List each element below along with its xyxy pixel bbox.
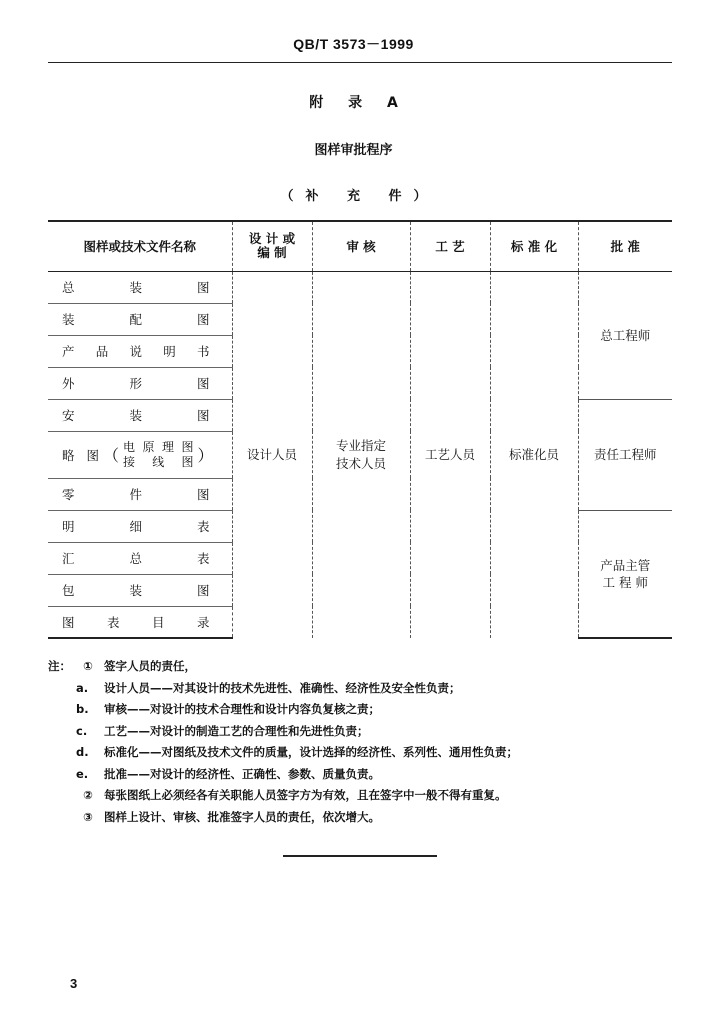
- note-item: [48, 764, 688, 786]
- note-1-mark: ①: [83, 659, 93, 673]
- designer-cell: 设计人员: [232, 271, 312, 638]
- schematic-line2: 接线图: [123, 454, 194, 469]
- header-design-line2: 编 制: [257, 245, 287, 261]
- note-item: [48, 742, 688, 764]
- notes-section: [48, 656, 688, 828]
- process-person-cell: 工艺人员: [410, 271, 490, 638]
- note-2-text: 每张图纸上必须经各有关职能人员签字方为有效，且在签字中一般不得有重复。: [104, 788, 507, 802]
- standard-number: QB/T 3573－1999: [293, 36, 414, 52]
- doc-name-cell: 装配图: [48, 303, 232, 335]
- approval-table: [48, 220, 672, 639]
- note-item-letter: d.: [76, 745, 89, 759]
- appendix-type: （补 充 件）: [280, 189, 439, 204]
- header-doc-name: 图样或技术文件名称: [48, 221, 232, 271]
- approver-product-engineer: [578, 510, 672, 638]
- header-review: 审 核: [312, 221, 410, 271]
- close-paren: ）: [197, 446, 214, 465]
- table-row: [48, 271, 672, 303]
- header-approve: 批 准: [578, 221, 672, 271]
- appendix-title: 附 录 A: [309, 95, 408, 111]
- doc-name-cell: 安装图: [48, 399, 232, 431]
- page-number: 3: [70, 976, 78, 991]
- end-rule: [283, 855, 437, 857]
- header-design: [232, 221, 312, 271]
- document-title: 图样审批程序: [314, 143, 393, 158]
- note-item-letter: e.: [76, 766, 89, 781]
- doc-name-cell: 总装图: [48, 271, 232, 303]
- doc-name-cell: 包装图: [48, 574, 232, 606]
- note-item-text: 批准——对设计的经济性、正确性、参数、质量负责。: [104, 766, 380, 781]
- note-1: [48, 656, 688, 678]
- doc-name-cell: 明细表: [48, 510, 232, 542]
- approver-responsible-engineer: 责任工程师: [578, 399, 672, 510]
- approver-product-line1: 产品主管: [600, 557, 651, 573]
- note-item-letter: c.: [76, 723, 88, 738]
- table-header-row: [48, 221, 672, 271]
- note-2: [48, 785, 688, 807]
- note-item-text: 工艺——对设计的制造工艺的合理性和先进性负责；: [104, 723, 369, 738]
- note-2-mark: ②: [83, 788, 93, 802]
- header-rule: [48, 62, 672, 63]
- note-3: [48, 807, 688, 829]
- standard-person-cell: 标准化员: [490, 271, 578, 638]
- note-3-text: 图样上设计、审核、批准签字人员的责任，依次增大。: [104, 809, 380, 824]
- note-item: [48, 699, 688, 721]
- open-paren: （: [102, 446, 119, 465]
- doc-name-cell: 外形图: [48, 367, 232, 399]
- note-item-letter: b.: [76, 702, 89, 716]
- schematic-line1: 电原理图: [123, 439, 194, 454]
- approver-chief-engineer: 总工程师: [578, 271, 672, 399]
- reviewer-line1: 专业指定: [335, 437, 386, 453]
- reviewer-cell: [312, 271, 410, 638]
- note-item-letter: a.: [76, 680, 89, 695]
- notes-label: 注：: [48, 659, 71, 673]
- note-1-text: 签字人员的责任，: [104, 659, 196, 673]
- note-item: [48, 721, 688, 743]
- doc-name-cell: 零件图: [48, 478, 232, 510]
- approver-product-line2: 工 程 师: [602, 574, 648, 590]
- doc-name-cell: 产品说明书: [48, 335, 232, 367]
- doc-name-cell-schematic: [48, 431, 232, 478]
- header-process: 工 艺: [410, 221, 490, 271]
- note-item-text: 标准化——对图纸及技术文件的质量，设计选择的经济性、系列性、通用性负责；: [104, 745, 518, 759]
- doc-name-cell: 汇总表: [48, 542, 232, 574]
- doc-name-cell: 图表目录: [48, 606, 232, 638]
- note-item-text: 审核——对设计的技术合理性和设计内容负复核之责；: [104, 702, 380, 716]
- header-design-line1: 设 计 或: [248, 231, 296, 247]
- schematic-prefix: 略 图: [62, 447, 103, 463]
- reviewer-line2: 技术人员: [335, 455, 386, 471]
- note-item: [48, 678, 688, 700]
- note-3-mark: ③: [83, 809, 93, 824]
- header-standard: 标 准 化: [490, 221, 578, 271]
- note-item-text: 设计人员——对其设计的技术先进性、准确性、经济性及安全性负责；: [104, 680, 461, 695]
